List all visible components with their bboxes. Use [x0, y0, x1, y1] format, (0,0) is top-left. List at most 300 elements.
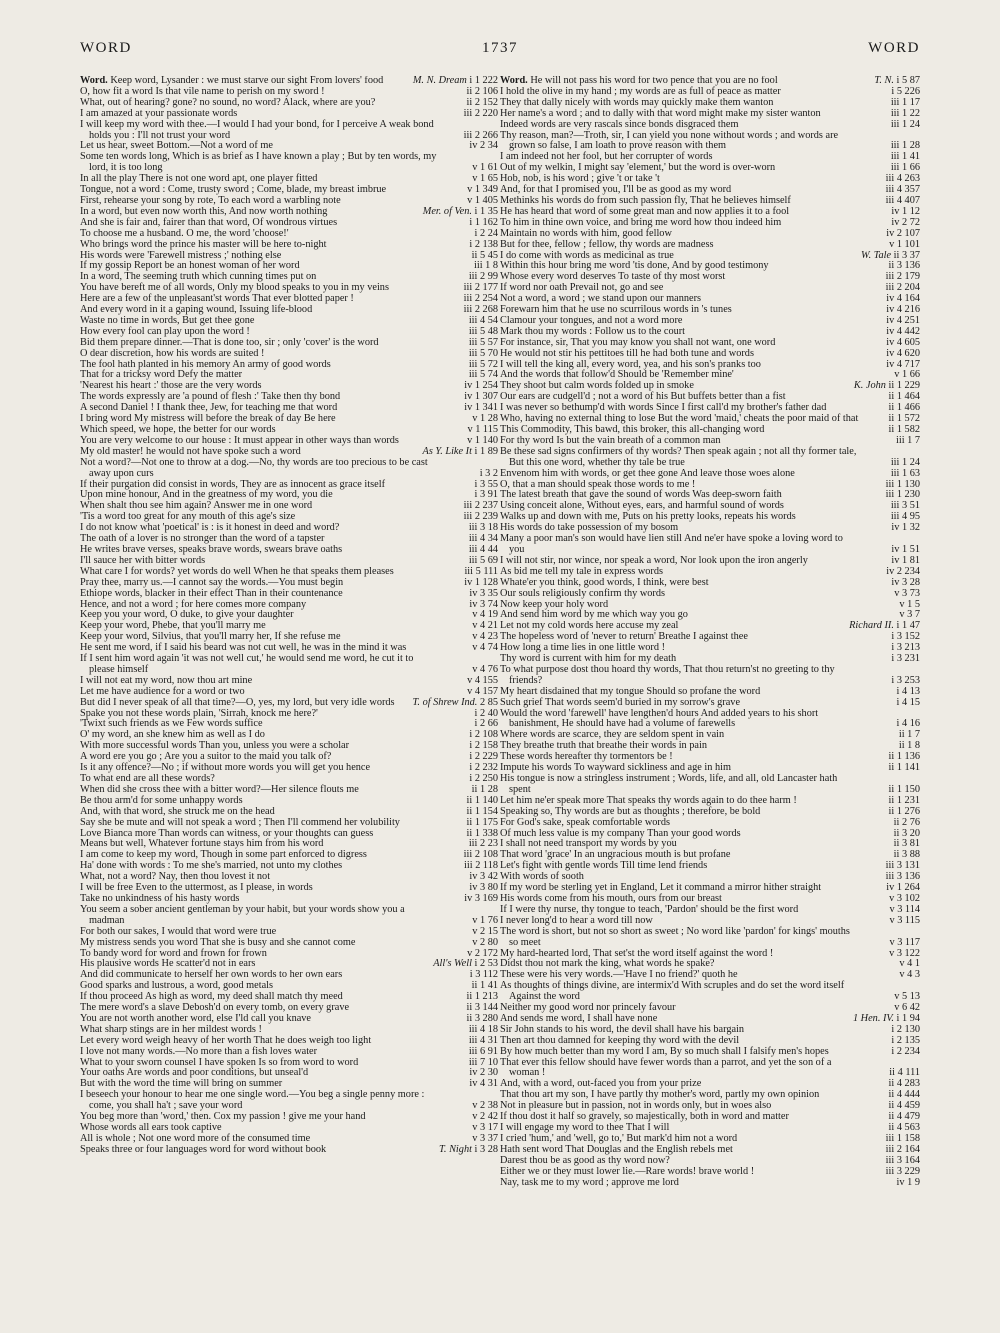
- quotation-text: I was never so bethump'd with words Since I first call'd my brother's father dad: [500, 402, 827, 414]
- act-scene-line: ii 2 106: [466, 85, 498, 97]
- act-scene-line: iii 1 41: [890, 151, 920, 163]
- quotation-text: To him in thine own voice, and bring me word how thou indeed him: [500, 216, 782, 228]
- quotation-text: This Commodity, This bawd, this broker, this all-changing word: [500, 424, 765, 435]
- quotation-text: When did she cross thee with a bitter word?—Her silence flouts me: [80, 783, 359, 795]
- act-scene-line: i 3 91: [474, 489, 498, 501]
- quotation-text: That for a tricksy word Defy the matter: [80, 369, 243, 381]
- act-scene-line: iii 1 28: [890, 140, 920, 152]
- act-scene-line: iii 1 130: [885, 478, 920, 490]
- act-scene-line: ii 3 280: [466, 1012, 498, 1024]
- act-scene-line: i 2 40: [474, 707, 498, 719]
- act-scene-line: i 3 112: [469, 969, 498, 981]
- act-scene-line: iii 4 18: [468, 1023, 498, 1035]
- quotation-text: The hopeless word of 'never to return' Breathe I against thee: [500, 631, 748, 643]
- act-scene-line: iii 5 48: [468, 325, 498, 337]
- act-scene-line: v 2 15: [472, 925, 498, 937]
- act-scene-line: iii 3 164: [885, 1154, 920, 1166]
- act-scene-line: v 1 65: [472, 173, 498, 185]
- quotation-text: Hob, nob, is his word ; give 't or take 't: [500, 173, 660, 185]
- concordance-entry: [500, 981, 920, 1003]
- act-scene-line: ii 1 213: [466, 991, 498, 1003]
- quotation-text: My old master! he would not have spoke such a word: [80, 445, 301, 457]
- act-scene-line: ii 1 572: [888, 413, 920, 425]
- act-scene-line: i 5 87: [896, 76, 920, 86]
- act-scene-line: v 1 61: [472, 162, 498, 174]
- quotation-text: If thou proceed As high as word, my deed shall match thy meed: [80, 991, 343, 1003]
- act-scene-line: ii 2 76: [893, 816, 920, 828]
- quotation-text: A second Daniel ! I thank thee, Jew, for teaching me that word: [80, 402, 338, 414]
- act-scene-line: ii 4 479: [888, 1111, 920, 1123]
- act-scene-line: iii 2 164: [885, 1143, 920, 1155]
- quotation-text: Indeed words are very rascals since bonds disgraced them: [500, 118, 739, 130]
- act-scene-line: ii 2 152: [466, 96, 498, 108]
- act-scene-line: v 1 76: [472, 914, 498, 926]
- quotation-text: Many a poor man's son would have lien still And ne'er have spoke a loving word to you: [500, 533, 843, 555]
- quotation-text: Say she be mute and will not speak a word ; Then I'll commend her volubility: [80, 816, 400, 828]
- quotation-text: With words of sooth: [500, 871, 584, 883]
- act-scene-line: i 1 222: [469, 76, 498, 86]
- act-scene-line: iv 3 74: [469, 598, 498, 610]
- act-scene-line: ii 1 582: [888, 424, 920, 435]
- quotation-text: Using conceit alone, Without eyes, ears, and harmful sound of words: [500, 500, 784, 512]
- quotation-text: Not in pleasure but in passion, not in words only, but in woes also: [500, 1100, 772, 1112]
- reference-cell: [440, 643, 498, 654]
- act-scene-line: iv 1 32: [891, 522, 920, 534]
- act-scene-line: iii 2 266: [463, 129, 498, 141]
- quotation-text: Sir John stands to his word, the devil shall have his bargain: [500, 1023, 745, 1035]
- quotation-text: Her name's a word ; and to dally with that word might make my sister wanton: [500, 107, 821, 119]
- act-scene-line: iv 2 72: [891, 216, 920, 228]
- quotation-text: If their purgation did consist in words, They are as innocent as grace itself: [80, 478, 386, 490]
- quotation-text: Hath sent word That Douglas and the English rebels met: [500, 1143, 733, 1155]
- quotation-text: Ha' done with words : To me she's married, not unto my clothes: [80, 860, 343, 872]
- reference-cell: [440, 1079, 498, 1090]
- act-scene-line: iii 4 34: [468, 533, 498, 545]
- reference-cell: [862, 654, 920, 665]
- act-scene-line: v 3 37: [472, 1132, 498, 1144]
- act-scene-line: v 3 17: [472, 1122, 498, 1133]
- quotation-text: Nay, task me to my word ; approve me lord: [500, 1176, 679, 1188]
- act-scene-line: iii 5 70: [468, 347, 498, 359]
- act-scene-line: iii 2 177: [463, 282, 498, 294]
- right-column: [500, 76, 920, 1316]
- quotation-text: I beseech your honour to hear me one single word.—You beg a single penny more : come, you shall ha't ; save your word: [80, 1089, 425, 1112]
- act-scene-line: iii 1 22: [890, 107, 920, 119]
- quotation-text: I do come with words as medicinal as true: [500, 249, 674, 261]
- quotation-text: And, with that word, she struck me on the head: [80, 805, 275, 817]
- reference-cell: [862, 436, 920, 447]
- quotation-text: All is whole ; Not one word more of the consumed time: [80, 1132, 311, 1144]
- act-scene-line: v 6 42: [894, 1002, 920, 1014]
- act-scene-line: i 2 250: [469, 773, 498, 784]
- quotation-text: Means but well, Whatever fortune stays him from his word: [80, 838, 324, 850]
- act-scene-line: iv 1 264: [886, 882, 920, 894]
- act-scene-line: v 4 23: [472, 631, 498, 643]
- quotation-text: These were his very words.—'Have I no friend?' quoth he: [500, 969, 738, 981]
- act-scene-line: iv 1 254: [464, 380, 498, 392]
- act-scene-line: v 3 122: [889, 947, 920, 959]
- quotation-text: I will tell the king all, every word, yea, and his son's pranks too: [500, 358, 761, 370]
- act-scene-line: i 2 24: [474, 227, 498, 239]
- quotation-text: But for thee, fellow ; fellow, thy words are madness: [500, 238, 714, 250]
- quotation-text: You are very welcome to our house : It must appear in other ways than words: [80, 434, 399, 446]
- quotation-text: Keep your word, Phebe, that you'll marry me: [80, 620, 266, 632]
- act-scene-line: iv 1 307: [464, 391, 498, 403]
- act-scene-line: iv 2 34: [469, 140, 498, 152]
- quotation-text: Speaking so, Thy words are but as thoughts ; therefore, be bold: [500, 805, 761, 817]
- act-scene-line: v 1 28: [472, 413, 498, 425]
- act-scene-line: iii 1 24: [890, 118, 920, 130]
- quotation-text: Keep your word, Silvius, that you'll marry her, If she refuse me: [80, 631, 341, 643]
- act-scene-line: ii 4 111: [889, 1067, 920, 1079]
- act-scene-line: iv 3 80: [469, 882, 498, 894]
- quotation-text: Pray thee, marry us.—I cannot say the words.—You must begin: [80, 576, 344, 588]
- reference-cell: [862, 763, 920, 774]
- act-scene-line: v 4 21: [472, 620, 498, 632]
- act-scene-line: iii 3 229: [885, 1165, 920, 1177]
- act-scene-line: i 3 2: [479, 467, 498, 479]
- act-scene-line: i 4 16: [896, 718, 920, 730]
- concordance-entry: [80, 1090, 498, 1112]
- quotation-text: I hold the olive in my hand ; my words are as full of peace as matter: [500, 85, 781, 97]
- act-scene-line: v 3 73: [894, 587, 920, 599]
- concordance-entry: [80, 120, 498, 142]
- act-scene-line: iii 1 24: [890, 456, 920, 468]
- act-scene-line: iii 4 95: [890, 511, 920, 523]
- act-scene-line: iv 4 216: [886, 304, 920, 316]
- act-scene-line: i 2 234: [891, 1045, 920, 1057]
- act-scene-line: iii 5 111: [464, 565, 498, 577]
- reference-cell: [440, 109, 498, 120]
- act-scene-line: v 4 19: [472, 609, 498, 621]
- quotation-text: And send him word by me which way you go: [500, 609, 688, 621]
- act-scene-line: v 1 5: [899, 598, 920, 610]
- act-scene-line: i 2 135: [891, 1034, 920, 1046]
- quotation-text: In all the play There is not one word apt, one player fitted: [80, 173, 318, 185]
- act-scene-line: v 2 80: [472, 936, 498, 948]
- act-scene-line: ii 3 88: [893, 849, 920, 861]
- reference-cell: [423, 447, 498, 458]
- act-scene-line: ii 1 154: [466, 805, 498, 817]
- act-scene-line: iii 2 220: [463, 107, 498, 119]
- quotation-text: But did I never speak of all that time?—O, yes, my lord, but very idle words: [80, 696, 395, 708]
- quotation-text: Forewarn him that he use no scurrilous words in 's tunes: [500, 304, 732, 316]
- quotation-text: Whate'er you think, good words, I think, were best: [500, 576, 709, 588]
- play-title: T. Night: [438, 1143, 472, 1155]
- quotation-text: The mere word's a slave Debosh'd on every tomb, on every grave: [80, 1002, 350, 1014]
- act-scene-line: iii 5 72: [468, 358, 498, 370]
- act-scene-line: v 4 1: [899, 958, 920, 970]
- act-scene-line: iv 2 234: [886, 565, 920, 577]
- act-scene-line: iii 4 357: [885, 184, 920, 196]
- quotation-text: That thou art my son, I have partly thy mother's word, partly my own opinion: [500, 1089, 820, 1101]
- quotation-text: What sharp stings are in her mildest words !: [80, 1023, 262, 1035]
- quotation-text: I will be free Even to the uttermost, as I please, in words: [80, 882, 313, 894]
- play-title: K. John: [853, 380, 886, 392]
- quotation-text: Thy word is current with him for my death: [500, 653, 677, 665]
- quotation-text: I am indeed not her fool, but her corrupter of words: [500, 151, 713, 163]
- quotation-text: I am amazed at your passionate words: [80, 107, 238, 119]
- quotation-text: Of much less value is my company Than your good words: [500, 827, 741, 839]
- act-scene-line: v 4 155: [467, 674, 498, 686]
- concordance-entry: [80, 458, 498, 480]
- quotation-text: What care I for words? yet words do well When he that speaks them pleases: [80, 565, 394, 577]
- act-scene-line: ii 1 466: [888, 402, 920, 414]
- quotation-text: If I sent him word again 'it was not well cut,' he would send me word, he cut it to please himself: [80, 653, 414, 675]
- act-scene-line: ii 1 175: [466, 816, 498, 828]
- quotation-text: Let every word weigh heavy of her worth That he does weigh too light: [80, 1034, 372, 1046]
- act-scene-line: iv 2 30: [469, 1067, 498, 1079]
- quotation-text: I am come to keep my word, Though in some part enforced to digress: [80, 849, 367, 861]
- quotation-text: Didst thou not mark the king, what words he spake?: [500, 958, 715, 970]
- quotation-text: The oath of a lover is no stronger than the word of a tapster: [80, 533, 325, 545]
- act-scene-line: v 4 76: [472, 663, 498, 675]
- page-header: [80, 40, 920, 57]
- play-title: Mer. of Ven.: [422, 205, 472, 217]
- act-scene-line: iii 6 91: [468, 1045, 498, 1057]
- quotation-text: That ever this fellow should have fewer words than a parrot, and yet the son of a woman !: [500, 1056, 832, 1079]
- act-scene-line: iv 4 605: [886, 336, 920, 348]
- act-scene-line: iii 2 23: [468, 838, 498, 850]
- quotation-text: Good sparks and lustrous, a word, good metals: [80, 980, 274, 992]
- act-scene-line: i 4 13: [896, 685, 920, 697]
- act-scene-line: ii 1 231: [888, 794, 920, 806]
- act-scene-line: iii 4 31: [468, 1034, 498, 1046]
- act-scene-line: i 1 35: [474, 205, 498, 217]
- concordance-entry: [500, 665, 920, 687]
- quotation-text: Neither my good word nor princely favour: [500, 1002, 676, 1014]
- quotation-text: If word nor oath Prevail not, go and see: [500, 282, 664, 294]
- act-scene-line: i 5 226: [891, 85, 920, 97]
- act-scene-line: i 1 162: [469, 216, 498, 228]
- act-scene-line: iii 1 158: [885, 1132, 920, 1144]
- quotation-text: His words were 'Farewell mistress ;' nothing else: [80, 249, 282, 261]
- act-scene-line: ii 1 229: [888, 380, 920, 392]
- act-scene-line: v 1 349: [467, 184, 498, 196]
- act-scene-line: iv 3 35: [469, 587, 498, 599]
- quotation-text: I will not eat my word, now thou art mine: [80, 674, 253, 686]
- act-scene-line: iv 1 12: [891, 205, 920, 217]
- act-scene-line: v 4 157: [467, 685, 498, 697]
- act-scene-line: ii 3 144: [466, 1002, 498, 1014]
- quotation-text: With more successful words Than you, unless you were a scholar: [80, 740, 350, 752]
- act-scene-line: iv 4 620: [886, 347, 920, 359]
- quotation-text: My mistress sends you word That she is busy and she cannot come: [80, 936, 356, 948]
- concordance-entry: [80, 152, 498, 174]
- quotation-text: He sent me word, if I said his beard was not cut well, he was in the mind it was: [80, 642, 407, 654]
- quotation-text: Keep you your word, O duke, to give your daughter: [80, 609, 294, 621]
- act-scene-line: iii 3 51: [890, 500, 920, 512]
- quotation-text: In a word, The seeming truth which cunning times put on: [80, 271, 317, 283]
- act-scene-line: iii 4 54: [468, 314, 498, 326]
- act-scene-line: 2 85: [479, 696, 498, 708]
- act-scene-line: v 3 102: [889, 892, 920, 904]
- concordance-entry: [500, 709, 920, 731]
- quotation-text: How every fool can play upon the word !: [80, 325, 250, 337]
- act-scene-line: i 3 231: [891, 653, 920, 665]
- act-scene-line: iii 7 10: [468, 1056, 498, 1068]
- act-scene-line: i 1 94: [896, 1012, 920, 1024]
- quotation-text: What, out of hearing? gone? no sound, no word? Alack, where are you?: [80, 96, 376, 108]
- quotation-text: Who, having no external thing to lose But the word 'maid,' cheats the poor maid of that: [500, 413, 859, 425]
- quotation-text: His plausive words He scatter'd not in ears: [80, 958, 256, 970]
- quotation-text: He would not stir his pettitoes till he had both tune and words: [500, 347, 754, 359]
- quotation-text: And every word in it a gaping wound, Issuing life-blood: [80, 304, 313, 316]
- act-scene-line: v 3 114: [889, 903, 920, 915]
- act-scene-line: v 4 3: [899, 969, 920, 981]
- quotation-text: They that dally nicely with words may quickly make them wanton: [500, 96, 774, 108]
- quotation-text: Let not my cold words here accuse my zeal: [500, 620, 679, 632]
- quotation-text: I will engage my word to thee That I will: [500, 1122, 670, 1133]
- quotation-text: Hence, and not a word ; for here comes more company: [80, 598, 307, 610]
- quotation-text: Let us hear, sweet Bottom.—Not a word of me: [80, 140, 273, 152]
- headword: Word.: [500, 76, 528, 86]
- quotation-text: If thou dost it half so gravely, so majestically, both in word and matter: [500, 1111, 789, 1123]
- act-scene-line: ii 4 444: [888, 1089, 920, 1101]
- act-scene-line: i 3 213: [891, 642, 920, 654]
- act-scene-line: iv 1 9: [896, 1176, 920, 1188]
- quotation-text: Within this hour bring me word 'tis done, And by good testimony: [500, 260, 769, 272]
- act-scene-line: i 3 152: [891, 631, 920, 643]
- quotation-text: These words hereafter thy tormentors be !: [500, 751, 673, 763]
- act-scene-line: i 2 158: [469, 740, 498, 752]
- concordance-entry: [80, 905, 498, 927]
- act-scene-line: iv 1 341: [464, 402, 498, 414]
- act-scene-line: v 1 140: [467, 434, 498, 446]
- act-scene-line: ii 1 28: [471, 783, 498, 795]
- act-scene-line: i 2 229: [469, 751, 498, 763]
- act-scene-line: ii 1 7: [898, 729, 920, 741]
- quotation-text: Bid them prepare dinner.—That is done too, sir ; only 'cover' is the word: [80, 336, 379, 348]
- quotation-text: I'll sauce her with bitter words: [80, 554, 206, 566]
- quotation-text: They breathe truth that breathe their words in pain: [500, 740, 708, 752]
- act-scene-line: i 2 138: [469, 238, 498, 250]
- act-scene-line: ii 3 136: [888, 260, 920, 272]
- quotation-text: Such grief That words seem'd buried in my sorrow's grave: [500, 696, 741, 708]
- quotation-text: Spake you not these words plain, 'Sirrah, knock me here?': [80, 707, 318, 719]
- act-scene-line: v 1 66: [894, 369, 920, 381]
- quotation-text: Our souls religiously confirm thy words: [500, 587, 666, 599]
- quotation-text: By how much better than my word I am, By so much shall I falsify men's hopes: [500, 1045, 829, 1057]
- act-scene-line: ii 3 81: [893, 838, 920, 850]
- quotation-text: Impute his words To wayward sickliness and age in him: [500, 762, 732, 774]
- act-scene-line: v 3 117: [889, 936, 920, 948]
- quotation-text: Thy reason, man?—Troth, sir, I can yield you none without words ; and words are grown so false, I am loath to prove reason with them: [500, 129, 839, 152]
- act-scene-line: i 2 53: [474, 958, 498, 970]
- quotation-text: You seem a sober ancient gentleman by your habit, but your words show you a madman: [80, 903, 405, 926]
- quotation-text: A word ere you go ; Are you a suitor to the maid you talk of?: [80, 751, 332, 763]
- reference-cell: [862, 1047, 920, 1058]
- act-scene-line: iii 2 268: [463, 304, 498, 316]
- concordance-entry: [500, 534, 920, 556]
- reference-cell: [439, 1145, 498, 1156]
- quotation-text: Which speed, we hope, the better for our words: [80, 424, 276, 435]
- quotation-text: Upon mine honour, And in the greatness of my word, you die: [80, 489, 333, 501]
- act-scene-line: i 2 108: [469, 729, 498, 741]
- act-scene-line: iii 2 108: [463, 849, 498, 861]
- act-scene-line: ii 5 45: [471, 249, 498, 261]
- quotation-text: Let's fight with gentle words Till time lend friends: [500, 860, 708, 872]
- quotation-text: I cried 'hum,' and 'well, go to,' But mark'd him not a word: [500, 1132, 738, 1144]
- play-title: All's Well: [433, 958, 472, 970]
- quotation-text: For both our sakes, I would that word were true: [80, 925, 277, 937]
- quotation-text: His tongue is now a stringless instrument ; Words, life, and all, old Lancaster hath spent: [500, 773, 838, 795]
- quotation-text: You beg more than 'word,' then. Cox my passion ! give me your hand: [80, 1111, 366, 1123]
- quotation-text: If my gossip Report be an honest woman of her word: [80, 260, 300, 272]
- quotation-text: My heart disdained that my tongue Should so profane the word: [500, 685, 761, 697]
- quotation-text: To choose me a husband. O me, the word 'choose!': [80, 227, 289, 239]
- act-scene-line: iii 1 63: [890, 467, 920, 479]
- quotation-text: Not a word, a word ; we stand upon our manners: [500, 293, 702, 305]
- act-scene-line: iii 3 136: [885, 871, 920, 883]
- quotation-text: For God's sake, speak comfortable words: [500, 816, 670, 828]
- quotation-text: My hard-hearted lord, That set'st the word itself against the word !: [500, 947, 774, 959]
- concordance-entry: [500, 1178, 920, 1189]
- page-number: 1737: [482, 40, 518, 56]
- quotation-text: Mark thou my words : Follow us to the court: [500, 325, 686, 337]
- quotation-text: Either we or they must lower lie.—Rare words! brave world !: [500, 1165, 755, 1177]
- act-scene-line: ii 1 150: [888, 783, 920, 795]
- quotation-text: Tongue, not a word : Come, trusty sword ; Come, blade, my breast imbrue: [80, 184, 387, 196]
- act-scene-line: ii 3 20: [893, 827, 920, 839]
- headword: Word.: [80, 76, 108, 86]
- act-scene-line: ii 4 459: [888, 1100, 920, 1112]
- quotation-text: O' my word, an she knew him as well as I do: [80, 729, 265, 741]
- quotation-text: Maintain no words with him, good fellow: [500, 227, 672, 239]
- quotation-text: And, for that I promised you, I'll be as good as my word: [500, 184, 732, 196]
- reference-cell: [862, 698, 920, 709]
- act-scene-line: iii 1 230: [885, 489, 920, 501]
- quotation-text: Let him ne'er speak more That speaks thy words again to do thee harm !: [500, 794, 797, 806]
- concordance-entry: [500, 927, 920, 949]
- play-title: 1 Hen. IV.: [852, 1012, 894, 1024]
- act-scene-line: iii 2 99: [468, 271, 498, 283]
- quotation-text: You are not worth another word, else I'ld call you knave: [80, 1012, 312, 1024]
- act-scene-line: i 3 55: [474, 478, 498, 490]
- running-head-right: WORD: [868, 40, 920, 56]
- act-scene-line: v 2 172: [467, 947, 498, 959]
- concordance-entry: [500, 131, 920, 153]
- act-scene-line: iii 2 204: [885, 282, 920, 294]
- reference-cell: [862, 1178, 920, 1189]
- reference-cell: [862, 523, 920, 534]
- quotation-text: O, that a man should speak those words to me !: [500, 478, 696, 490]
- quotation-text: I shall not need transport my words by you: [500, 838, 677, 850]
- play-title: Richard II.: [849, 620, 894, 632]
- quotation-text: I love not many words.—No more than a fish loves water: [80, 1045, 318, 1057]
- play-title: T. N.: [874, 76, 894, 86]
- concordance-entry: [500, 1058, 920, 1080]
- quotation-text: Our ears are cudgell'd ; not a word of his But buffets better than a fist: [500, 391, 786, 403]
- quotation-text: The fool hath planted in his memory An army of good words: [80, 358, 331, 370]
- act-scene-line: iv 1 51: [891, 543, 920, 555]
- act-scene-line: ii 1 338: [466, 827, 498, 839]
- act-scene-line: iii 4 407: [885, 194, 920, 206]
- quotation-text: For instance, sir, That you may know you shall not want, one word: [500, 336, 776, 348]
- play-title: M. N. Dream: [412, 76, 467, 86]
- act-scene-line: ii 1 8: [898, 740, 920, 752]
- act-scene-line: iv 3 28: [891, 576, 920, 588]
- quotation-text: Clamour your tongues, and not a word more: [500, 314, 683, 326]
- quotation-text: The latest breath that gave the sound of words Was deep-sworn faith: [500, 489, 782, 501]
- act-scene-line: v 1 101: [889, 238, 920, 250]
- quotation-text: Darest thou be as good as thy word now?: [500, 1154, 670, 1166]
- quotation-text: Waste no time in words, But get thee gone: [80, 314, 255, 326]
- quotation-text: The word is short, but not so short as sweet ; No word like 'pardon' for kings' mouths so meet: [500, 925, 850, 948]
- quotation-text: I bring word My mistress will before the break of day Be here: [80, 413, 336, 425]
- act-scene-line: iii 5 69: [468, 554, 498, 566]
- reference-cell: [862, 970, 920, 981]
